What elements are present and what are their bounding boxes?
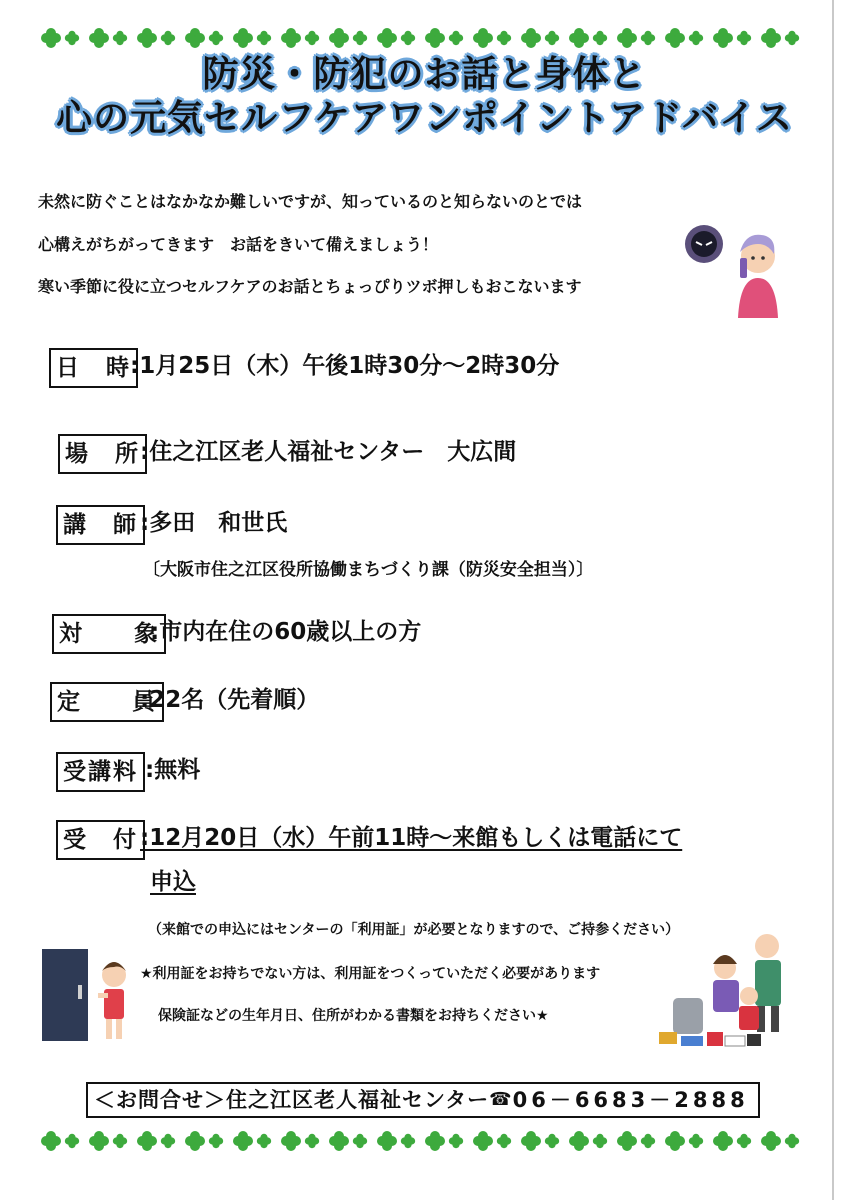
place-label: 場 所 [58,434,147,474]
fee-label: 受講料 [56,752,145,792]
reception-value-line1: :12月20日（水）午前11時～来館もしくは電話にて [140,825,683,851]
note-line-1: （来館での申込にはセンターの「利用証」が必要となりますので、ご持参ください） [148,922,680,938]
clover-border-top [40,27,800,47]
target-label: 対 象 [52,614,166,654]
fee-value: :無料 [145,757,201,783]
datetime-label: 日 時 [49,348,138,388]
page-title-line2: 心の元気セルフケアワンポイントアドバイス [56,98,793,139]
capacity-value: :22名（先着順） [140,687,320,713]
telephone-icon: ☎ [489,1089,513,1110]
intro-line-1: 未然に防ぐことはなかなか難しいですが、知っているのと知らないのとでは [38,192,583,211]
contact-label: ＜お問合せ＞住之江区老人福祉センター [94,1088,490,1112]
target-value: :市内在住の60歳以上の方 [150,619,422,645]
intro-line-3: 寒い季節に役に立つセルフケアのお話とちょっぴりツボ押しもおこないます [38,277,582,296]
lecturer-affiliation: 〔大阪市住之江区役所協働まちづくり課（防災安全担当）〕 [143,560,594,580]
datetime-value: :1月25日（木）午後1時30分～2時30分 [130,353,560,379]
page-title-line1: 防災・防犯のお話と身体と [202,54,647,95]
page-edge-line [832,0,834,1200]
reception-label: 受 付 [56,820,145,860]
intro-line-2: 心構えがちがってきます お話をきいて備えましょう！ [38,235,439,254]
note-line-2: ★利用証をお持ちでない方は、利用証をつくっていただく必要があります [140,966,601,982]
contact-box [86,1082,760,1118]
door-visitor-illustration [40,945,135,1045]
phone-scam-illustration [680,218,780,320]
reception-value-line2: 申込 [150,869,196,895]
capacity-label: 定 員 [50,682,164,722]
lecturer-label: 講 師 [56,505,145,545]
lecturer-value: :多田 和世氏 [140,510,288,536]
clover-border-bottom [40,1130,800,1150]
note-line-3: 保険証などの生年月日、住所がわかる書類をお持ちください★ [158,1008,549,1024]
contact-phone[interactable]: 06－6683－2888 [512,1088,749,1112]
family-emergency-goods-illustration [655,928,795,1058]
place-value: :住之江区老人福祉センター 大広間 [140,439,517,465]
